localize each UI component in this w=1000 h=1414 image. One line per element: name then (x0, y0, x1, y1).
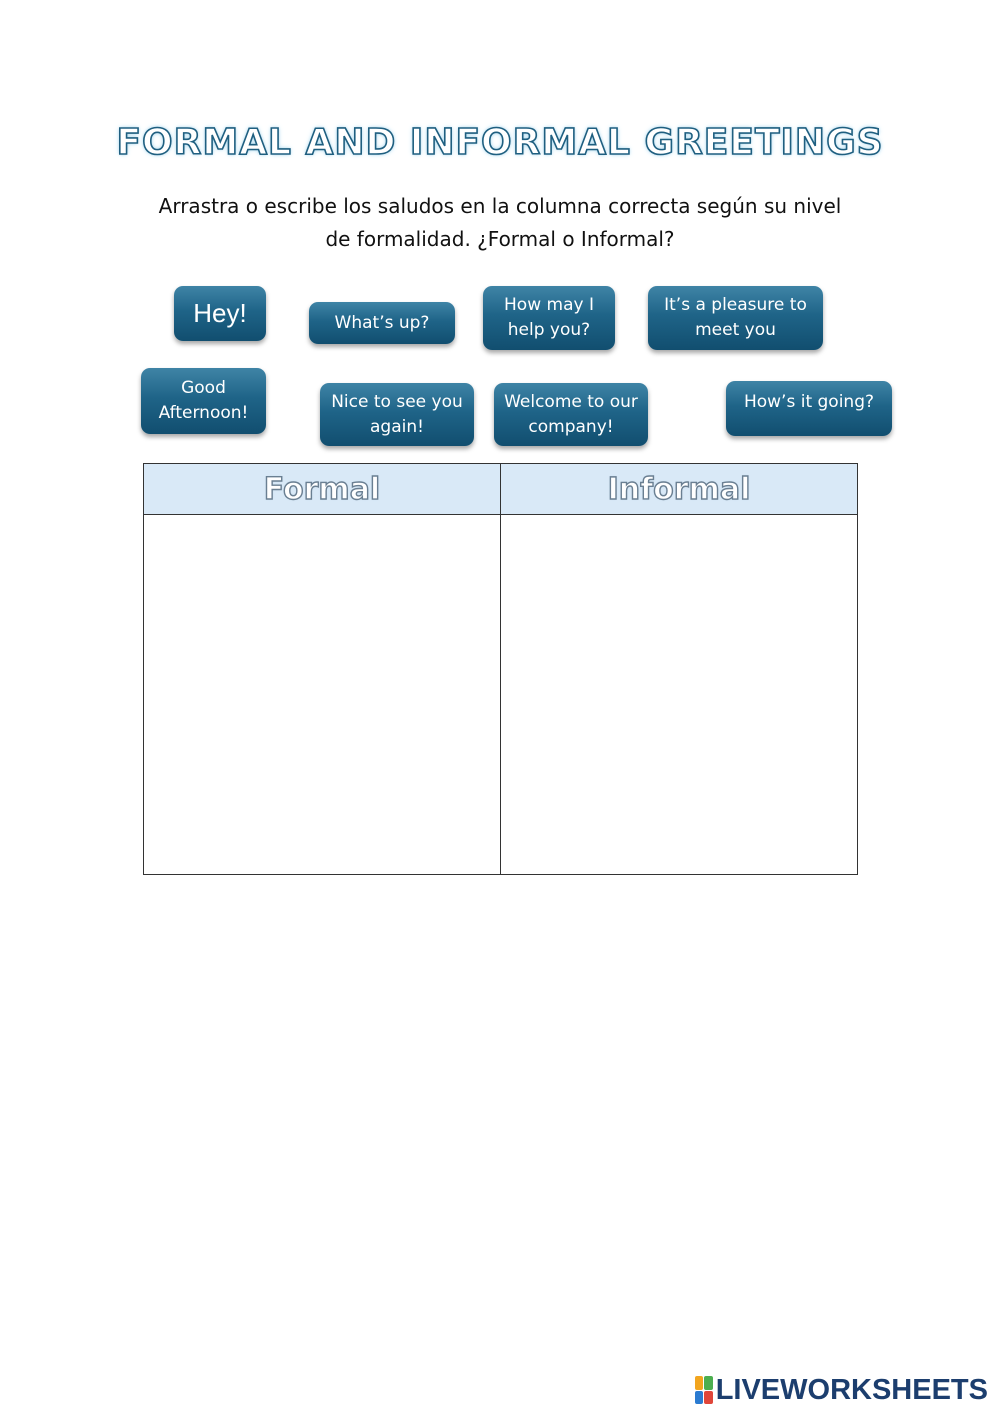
logo-mark-icon (695, 1376, 713, 1404)
greeting-chip-whats-up[interactable]: What’s up? (309, 302, 455, 344)
greeting-chip-how-may-i-help[interactable]: How may I help you? (483, 286, 615, 350)
liveworksheets-logo (695, 1372, 988, 1408)
instructions-text: Arrastra o escribe los saludos en la columna correcta según su nivel de formalidad. ¿Formal o Informal? (158, 194, 842, 251)
worksheet-title: FORMAL AND INFORMAL GREETINGS (116, 122, 884, 163)
greeting-chip-pleasure-to-meet[interactable]: It’s a pleasure to meet you (648, 286, 823, 350)
formal-drop-zone[interactable] (144, 515, 501, 875)
greeting-chip-hows-it-going[interactable]: How’s it going? (726, 381, 892, 436)
sorting-table (143, 463, 858, 875)
informal-column-header: Informal (501, 464, 858, 515)
logo-text: LIVEWORKSHEETS (715, 1373, 988, 1406)
greeting-chip-hey[interactable]: Hey! (174, 286, 266, 341)
greeting-chip-nice-to-see[interactable]: Nice to see you again! (320, 383, 474, 446)
informal-drop-zone[interactable] (501, 515, 858, 875)
greeting-chip-welcome-company[interactable]: Welcome to our company! (494, 383, 648, 446)
greeting-chip-good-afternoon[interactable]: Good Afternoon! (141, 368, 266, 434)
formal-column-header: Formal (144, 464, 501, 515)
